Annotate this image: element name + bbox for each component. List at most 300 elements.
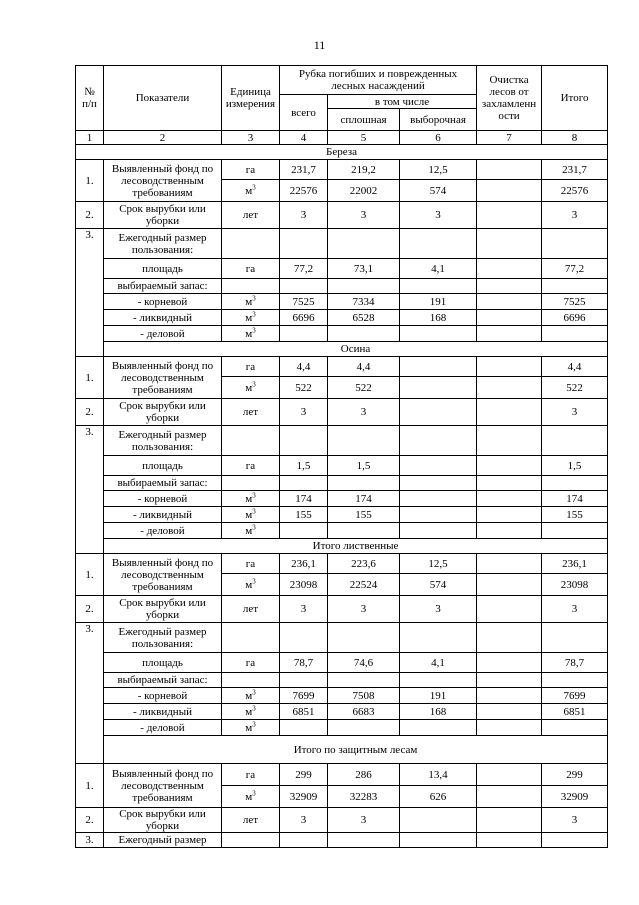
row-number: 1.	[76, 554, 104, 596]
value-cell: 626	[400, 786, 477, 808]
value-cell: 522	[328, 377, 400, 399]
value-cell: 3	[328, 399, 400, 426]
value-cell: 78,7	[280, 653, 328, 673]
row-number: 1.	[76, 764, 104, 808]
value-cell	[477, 377, 542, 399]
empty-cell	[542, 229, 608, 259]
empty-cell	[280, 673, 328, 688]
empty-cell	[542, 673, 608, 688]
indicator-label: Срок вырубки или уборки	[104, 596, 222, 623]
value-cell	[477, 357, 542, 377]
header-felling: Рубка погибших и поврежденных лесных насаждений	[280, 66, 477, 95]
section-title: Итого по защитным лесам	[104, 736, 608, 764]
value-cell: 155	[542, 507, 608, 523]
term-row	[76, 808, 608, 833]
unit-superscript: 3	[252, 293, 256, 302]
empty-cell	[222, 476, 280, 491]
term-row	[76, 399, 608, 426]
unit-superscript: 3	[252, 719, 256, 728]
unit-cell: га	[222, 456, 280, 476]
value-cell: 1,5	[280, 456, 328, 476]
value-cell: 6683	[328, 704, 400, 720]
value-cell	[280, 523, 328, 539]
unit-superscript: 3	[252, 703, 256, 712]
empty-cell	[328, 623, 400, 653]
row-number: 3.	[76, 229, 104, 357]
value-cell: 4,1	[400, 259, 477, 279]
value-cell	[400, 808, 477, 833]
indicator-label: - деловой	[104, 326, 222, 342]
value-cell	[477, 180, 542, 202]
header-total-all: всего	[280, 95, 328, 131]
value-cell: 73,1	[328, 259, 400, 279]
col-num: 7	[477, 131, 542, 145]
value-cell: 1,5	[328, 456, 400, 476]
unit-superscript: 3	[252, 506, 256, 515]
empty-cell	[477, 673, 542, 688]
unit-cell	[222, 688, 280, 704]
unit-cell: лет	[222, 202, 280, 229]
unit-cell	[222, 180, 280, 202]
value-cell: 574	[400, 574, 477, 596]
value-cell: 6696	[280, 310, 328, 326]
empty-cell	[542, 426, 608, 456]
value-cell	[477, 160, 542, 180]
page-number: 11	[313, 38, 326, 52]
indicator-label: - деловой	[104, 523, 222, 539]
value-cell: 6696	[542, 310, 608, 326]
indicator-label: Выявленный фонд по лесоводственным требованиям	[104, 554, 222, 596]
unit-text: м	[245, 492, 253, 505]
unit-cell	[222, 720, 280, 736]
value-cell: 3	[280, 202, 328, 229]
value-cell: 7525	[542, 294, 608, 310]
value-cell: 74,6	[328, 653, 400, 673]
value-cell: 4,4	[328, 357, 400, 377]
stock-row	[76, 279, 608, 294]
value-cell: 231,7	[542, 160, 608, 180]
annual-row	[76, 833, 608, 848]
row-number: 2.	[76, 399, 104, 426]
header-num: № п/п	[76, 66, 104, 131]
value-cell: 223,6	[328, 554, 400, 574]
fund-row	[76, 764, 608, 786]
empty-cell	[400, 426, 477, 456]
value-cell: 3	[400, 596, 477, 623]
empty-cell	[477, 426, 542, 456]
value-cell: 7334	[328, 294, 400, 310]
header-selective: выборочная	[400, 109, 477, 131]
unit-superscript: 3	[252, 379, 256, 388]
column-numbers-row	[76, 131, 608, 145]
col-num: 8	[542, 131, 608, 145]
value-cell: 22576	[280, 180, 328, 202]
value-cell: 3	[328, 596, 400, 623]
indicator-label: - ликвидный	[104, 507, 222, 523]
section-title: Итого лиственные	[104, 539, 608, 554]
root-row	[76, 491, 608, 507]
empty-cell	[222, 833, 280, 848]
value-cell	[477, 596, 542, 623]
indicator-label: Выявленный фонд по лесоводственным требованиям	[104, 357, 222, 399]
value-cell	[400, 377, 477, 399]
empty-cell	[222, 279, 280, 294]
empty-cell	[280, 279, 328, 294]
empty-cell	[400, 673, 477, 688]
value-cell: 77,2	[280, 259, 328, 279]
unit-superscript: 3	[252, 490, 256, 499]
unit-text: м	[245, 790, 253, 803]
indicator-label: Ежегодный размер пользования:	[104, 623, 222, 653]
value-cell: 168	[400, 310, 477, 326]
value-cell: 12,5	[400, 160, 477, 180]
indicator-label: выбираемый запас:	[104, 673, 222, 688]
indicator-label: - корневой	[104, 491, 222, 507]
indicator-label: Выявленный фонд по лесоводственным требованиям	[104, 764, 222, 808]
fund-row	[76, 554, 608, 574]
value-cell	[542, 720, 608, 736]
section-title-row	[76, 145, 608, 160]
value-cell: 522	[542, 377, 608, 399]
liquid-row	[76, 507, 608, 523]
area-row	[76, 653, 608, 673]
value-cell	[477, 574, 542, 596]
value-cell	[400, 357, 477, 377]
empty-cell	[222, 426, 280, 456]
indicator-label: площадь	[104, 653, 222, 673]
value-cell	[477, 202, 542, 229]
indicator-label: - ликвидный	[104, 310, 222, 326]
value-cell	[477, 456, 542, 476]
annual-row	[76, 229, 608, 259]
stock-row	[76, 476, 608, 491]
value-cell: 231,7	[280, 160, 328, 180]
indicator-label: выбираемый запас:	[104, 279, 222, 294]
business-row	[76, 720, 608, 736]
empty-cell	[477, 623, 542, 653]
empty-cell	[477, 476, 542, 491]
value-cell: 236,1	[280, 554, 328, 574]
header-cleanup: Очистка лесов от захламленн ости	[477, 66, 542, 131]
unit-text: га	[245, 163, 256, 176]
section-title: Береза	[76, 145, 608, 160]
value-cell: 7508	[328, 688, 400, 704]
indicator-label: Срок вырубки или уборки	[104, 808, 222, 833]
value-cell	[477, 310, 542, 326]
row-number: 1.	[76, 160, 104, 202]
empty-cell	[280, 476, 328, 491]
indicator-label: - корневой	[104, 688, 222, 704]
value-cell: 3	[328, 808, 400, 833]
empty-cell	[400, 229, 477, 259]
value-cell	[477, 554, 542, 574]
empty-cell	[400, 833, 477, 848]
value-cell: 23098	[542, 574, 608, 596]
stock-row	[76, 673, 608, 688]
felling-table	[75, 65, 608, 848]
value-cell: 7699	[542, 688, 608, 704]
unit-cell	[222, 786, 280, 808]
header-unit: Единица измерения	[222, 66, 280, 131]
value-cell: 6851	[280, 704, 328, 720]
indicator-label: Ежегодный размер пользования:	[104, 229, 222, 259]
term-row	[76, 596, 608, 623]
unit-text: м	[245, 311, 253, 324]
empty-cell	[222, 229, 280, 259]
empty-cell	[280, 229, 328, 259]
value-cell	[400, 720, 477, 736]
indicator-label: площадь	[104, 259, 222, 279]
unit-text: м	[245, 524, 253, 537]
value-cell: 32909	[280, 786, 328, 808]
unit-text: м	[245, 184, 253, 197]
value-cell	[477, 688, 542, 704]
unit-text: га	[245, 360, 256, 373]
section-title: Осина	[104, 342, 608, 357]
header-indicators: Показатели	[104, 66, 222, 131]
empty-cell	[400, 476, 477, 491]
value-cell	[477, 704, 542, 720]
value-cell	[280, 326, 328, 342]
value-cell	[400, 491, 477, 507]
annual-row	[76, 426, 608, 456]
unit-superscript: 3	[252, 687, 256, 696]
unit-cell	[222, 704, 280, 720]
value-cell	[542, 326, 608, 342]
unit-cell	[222, 507, 280, 523]
value-cell: 22002	[328, 180, 400, 202]
unit-text: га	[245, 557, 256, 570]
col-num: 5	[328, 131, 400, 145]
col-num: 6	[400, 131, 477, 145]
indicator-label: Ежегодный размер	[104, 833, 222, 848]
indicator-label: - ликвидный	[104, 704, 222, 720]
value-cell: 6528	[328, 310, 400, 326]
unit-cell	[222, 357, 280, 377]
unit-text: м	[245, 689, 253, 702]
value-cell: 4,4	[542, 357, 608, 377]
fund-row	[76, 357, 608, 377]
value-cell: 3	[542, 399, 608, 426]
value-cell	[400, 507, 477, 523]
indicator-label: Срок вырубки или уборки	[104, 202, 222, 229]
value-cell	[400, 399, 477, 426]
empty-cell	[542, 833, 608, 848]
unit-cell	[222, 764, 280, 786]
value-cell: 3	[328, 202, 400, 229]
empty-cell	[328, 229, 400, 259]
empty-cell	[400, 623, 477, 653]
row-number: 3.	[76, 833, 104, 848]
unit-cell	[222, 310, 280, 326]
value-cell: 522	[280, 377, 328, 399]
value-cell	[477, 399, 542, 426]
empty-cell	[328, 673, 400, 688]
row-number: 3.	[76, 426, 104, 554]
value-cell: 168	[400, 704, 477, 720]
unit-cell	[222, 326, 280, 342]
value-cell: 286	[328, 764, 400, 786]
value-cell	[477, 808, 542, 833]
empty-cell	[477, 279, 542, 294]
empty-cell	[280, 833, 328, 848]
value-cell	[477, 507, 542, 523]
area-row	[76, 456, 608, 476]
indicator-label: выбираемый запас:	[104, 476, 222, 491]
empty-cell	[280, 623, 328, 653]
unit-cell: лет	[222, 399, 280, 426]
value-cell: 174	[328, 491, 400, 507]
header-clear: сплошная	[328, 109, 400, 131]
unit-cell	[222, 491, 280, 507]
value-cell: 22524	[328, 574, 400, 596]
unit-text: м	[245, 705, 253, 718]
indicator-label: - корневой	[104, 294, 222, 310]
value-cell: 174	[280, 491, 328, 507]
annual-row	[76, 623, 608, 653]
value-cell: 155	[328, 507, 400, 523]
value-cell: 299	[542, 764, 608, 786]
value-cell	[400, 523, 477, 539]
unit-text: м	[245, 721, 253, 734]
value-cell	[477, 259, 542, 279]
indicator-label: Ежегодный размер пользования:	[104, 426, 222, 456]
unit-text: м	[245, 578, 253, 591]
empty-cell	[400, 279, 477, 294]
business-row	[76, 523, 608, 539]
value-cell: 22576	[542, 180, 608, 202]
value-cell: 174	[542, 491, 608, 507]
value-cell	[280, 720, 328, 736]
empty-cell	[328, 476, 400, 491]
empty-cell	[328, 279, 400, 294]
value-cell: 3	[542, 202, 608, 229]
unit-text: м	[245, 508, 253, 521]
value-cell: 191	[400, 294, 477, 310]
row-number: 2.	[76, 202, 104, 229]
value-cell: 574	[400, 180, 477, 202]
value-cell: 77,2	[542, 259, 608, 279]
value-cell	[542, 523, 608, 539]
value-cell: 6851	[542, 704, 608, 720]
empty-cell	[222, 623, 280, 653]
value-cell: 12,5	[400, 554, 477, 574]
value-cell: 3	[542, 596, 608, 623]
unit-text: м	[245, 327, 253, 340]
unit-cell	[222, 377, 280, 399]
value-cell: 3	[280, 399, 328, 426]
header-itogo: Итого	[542, 66, 608, 131]
value-cell: 7699	[280, 688, 328, 704]
root-row	[76, 294, 608, 310]
row-number: 1.	[76, 357, 104, 399]
empty-cell	[542, 476, 608, 491]
value-cell: 1,5	[542, 456, 608, 476]
unit-cell: лет	[222, 808, 280, 833]
empty-cell	[477, 833, 542, 848]
unit-cell: га	[222, 653, 280, 673]
section-title-row	[76, 539, 608, 554]
indicator-label: Выявленный фонд по лесоводственным требованиям	[104, 160, 222, 202]
business-row	[76, 326, 608, 342]
value-cell	[328, 523, 400, 539]
value-cell: 13,4	[400, 764, 477, 786]
root-row	[76, 688, 608, 704]
indicator-label: Срок вырубки или уборки	[104, 399, 222, 426]
value-cell	[477, 523, 542, 539]
row-number: 2.	[76, 808, 104, 833]
value-cell	[477, 326, 542, 342]
value-cell: 3	[280, 596, 328, 623]
empty-cell	[542, 279, 608, 294]
col-num: 1	[76, 131, 104, 145]
unit-cell	[222, 574, 280, 596]
unit-superscript: 3	[252, 522, 256, 531]
value-cell: 7525	[280, 294, 328, 310]
empty-cell	[328, 426, 400, 456]
value-cell	[328, 720, 400, 736]
unit-cell: га	[222, 259, 280, 279]
value-cell: 3	[280, 808, 328, 833]
empty-cell	[222, 673, 280, 688]
value-cell	[400, 456, 477, 476]
value-cell: 299	[280, 764, 328, 786]
col-num: 3	[222, 131, 280, 145]
unit-superscript: 3	[252, 788, 256, 797]
liquid-row	[76, 704, 608, 720]
empty-cell	[328, 833, 400, 848]
section-title-row	[76, 736, 608, 764]
row-number: 3.	[76, 623, 104, 764]
value-cell	[477, 653, 542, 673]
value-cell: 23098	[280, 574, 328, 596]
value-cell: 78,7	[542, 653, 608, 673]
indicator-label: - деловой	[104, 720, 222, 736]
empty-cell	[280, 426, 328, 456]
unit-superscript: 3	[252, 309, 256, 318]
value-cell: 219,2	[328, 160, 400, 180]
value-cell	[328, 326, 400, 342]
value-cell	[477, 491, 542, 507]
liquid-row	[76, 310, 608, 326]
value-cell	[477, 294, 542, 310]
col-num: 2	[104, 131, 222, 145]
value-cell: 32283	[328, 786, 400, 808]
unit-superscript: 3	[252, 182, 256, 191]
term-row	[76, 202, 608, 229]
empty-cell	[542, 623, 608, 653]
empty-cell	[477, 229, 542, 259]
value-cell: 3	[542, 808, 608, 833]
unit-cell: лет	[222, 596, 280, 623]
unit-superscript: 3	[252, 576, 256, 585]
value-cell: 3	[400, 202, 477, 229]
value-cell: 4,1	[400, 653, 477, 673]
col-num: 4	[280, 131, 328, 145]
row-number: 2.	[76, 596, 104, 623]
unit-text: м	[245, 295, 253, 308]
section-title-row	[76, 342, 608, 357]
header-including: в том числе	[328, 95, 477, 109]
value-cell: 32909	[542, 786, 608, 808]
value-cell: 155	[280, 507, 328, 523]
unit-cell	[222, 523, 280, 539]
fund-row	[76, 160, 608, 180]
unit-text: га	[245, 768, 256, 781]
unit-cell	[222, 294, 280, 310]
value-cell	[400, 326, 477, 342]
value-cell: 236,1	[542, 554, 608, 574]
